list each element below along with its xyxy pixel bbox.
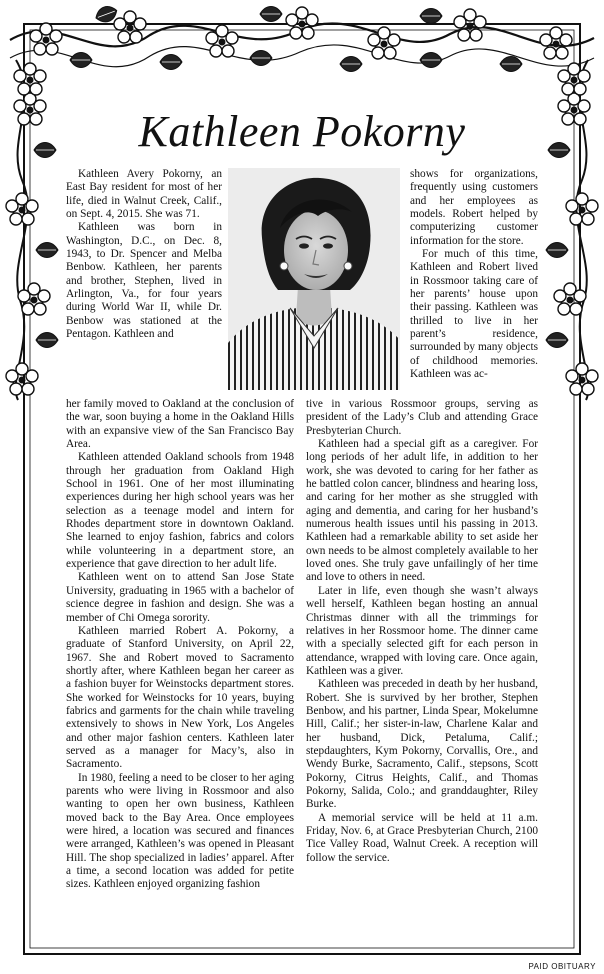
paid-obituary-label: PAID OBITUARY [528,962,596,971]
paragraph: Kathleen had a special gift as a caregiver. For long periods of her adult life, in addition to her work, she was devoted to caring for her father as he battled colon cancer, blindness and hearing loss, and caring for her mother as she struggled with aging and dementia, and caring for her husband’s numerous health issues until his passing in 2013. Kathleen had a remarkable ability to set aside her own needs to be almost completely available to her loved ones. She truly gave unfailingly of her time and love to others in need. [306,438,538,584]
text-column-top-left [66,168,222,341]
paragraph: Kathleen attended Oakland schools from 1948 through her graduation from Oakland High School in 1961. One of her most illuminating experiences during her high school years was her selection as a teenage model and intern for Rhodes department store in downtown Oakland. She learned to enjoy fashion, fabrics and colors while volunteering in a department store, an experience that gave direction to her adult life. [66,451,294,571]
text-column-right [306,398,538,865]
obituary-name-title: Kathleen Pokorny [138,107,466,156]
portrait-icon [228,168,400,390]
paragraph: In 1980, feeling a need to be closer to her aging parents who were living in Rossmoor and also wanting to open her own business, Kathleen moved back to the Bay Area. Once employees were hired, a location was secured and finances were arranged, Kathleen’s was opened in Pleasant Hill. The shop specialized in ladies’ apparel. After a time, a second location was added for petite sizes. Kathleen enjoyed organizing fashion [66,771,294,891]
paragraph: Kathleen was born in Washington, D.C., on Dec. 8, 1943, to Dr. Spencer and Melba Benbow. Kathleen, her parents and brother, Stephen, lived in Arlington, Va., for four years during World War II, while Dr. Benbow was stationed at the Pentagon. Kathleen and [66,221,222,341]
paragraph: shows for organizations, frequently using customers and her employees as models. Robert helped by computerizing customer information for the store. [410,168,538,247]
paragraph: Kathleen married Robert A. Pokorny, a graduate of Stanford University, on April 22, 1967. She and Robert moved to Sacramento shortly after, where Kathleen began her career as a fashion buyer for Weinstocks department stores. She worked for Weinstocks for 10 years, buying fabrics and garments for the chain while traveling extensively to shows in New York, Los Angeles and other major fashion centers. Kathleen later served as a manager for Macy’s, also in Sacramento. [66,624,294,771]
paragraph: A memorial service will be held at 11 a.m. Friday, Nov. 6, at Grace Presbyterian Church, 2100 Tice Valley Road, Walnut Creek. A reception will follow the service. [306,811,538,864]
paragraph: Later in life, even though she wasn’t always well herself, Kathleen began hosting an annual Christmas dinner with all the trimmings for relatives in her Rossmoor home. The dinner came with a specially selected gift for each person in attendance, wrapped with loving care. Once again, Kathleen was a giver. [306,584,538,677]
paragraph: For much of this time, Kathleen and Robert lived in Rossmoor taking care of her parents’ house upon their passing. Kathleen was thrilled to live in her parent’s residence, surrounded by many objects of childhood memories. Kathleen was ac- [410,248,538,381]
paragraph: Kathleen was preceded in death by her husband, Robert. She is survived by her brother, Stephen Benbow, and his partner, Linda Spear, Mokelumne Hill, Calif.; her sister-in-law, Charlene Kalar and her husband, Dick, Petaluma, Calif.; stepdaughters, Kym Pokorny, Corvallis, Ore., and Wendy Burke, Sacramento, Calif., stepsons, Scott Pokorny, Citrus Heights, Calif., and Thomas Pokorny, Salida, Colo.; and granddaughter, Riley Burke. [306,678,538,811]
paragraph: tive in various Rossmoor groups, serving as president of the Lady’s Club and attending Grace Presbyterian Church. [306,398,538,437]
paragraph: her family moved to Oakland at the conclusion of the war, soon buying a home in the Oakland Hills with an expansive view of the San Francisco Bay Area. [66,398,294,451]
text-column-left [66,398,294,892]
text-column-top-right [410,168,538,382]
portrait-photo [228,168,400,390]
paragraph: Kathleen Avery Pokorny, an East Bay resident for most of her life, died in Walnut Creek, Calif., on Sept. 4, 2015. She was 71. [66,168,222,221]
paragraph: Kathleen went on to attend San Jose State University, graduating in 1965 with a bachelor of science degree in fashion and design. She was a member of Chi Omega sorority. [66,571,294,624]
